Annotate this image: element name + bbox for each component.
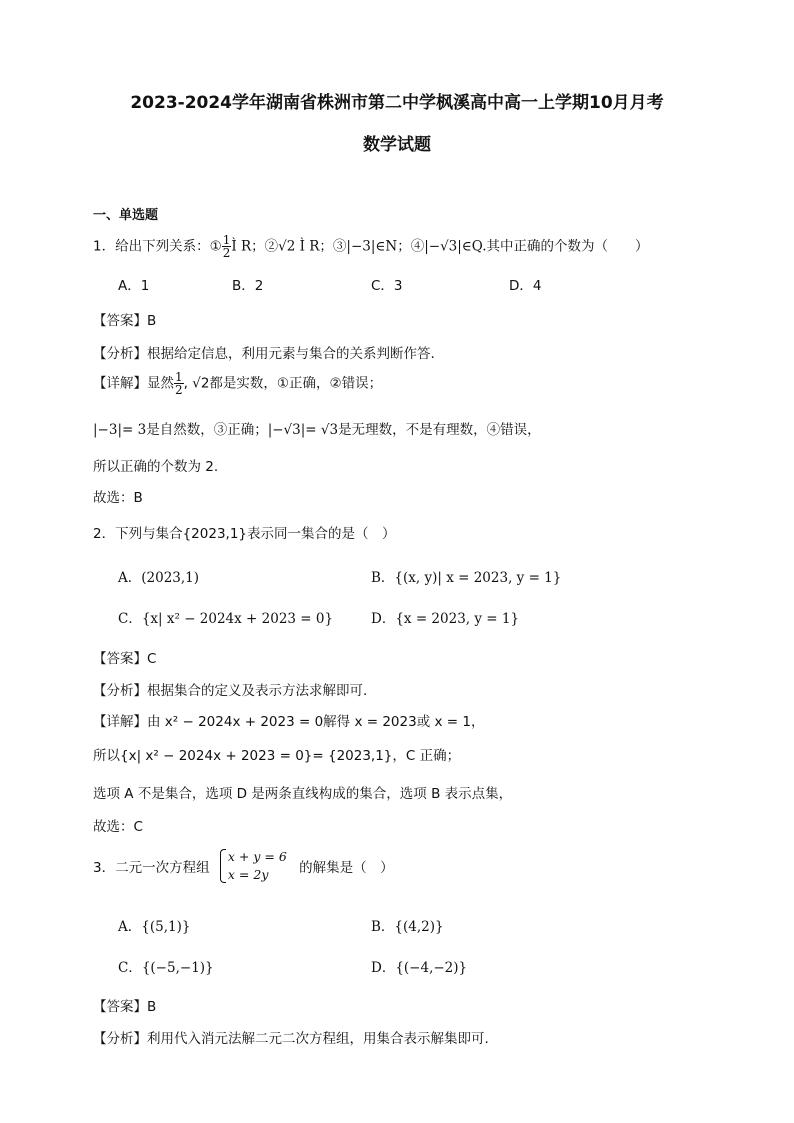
q3-equation-system: x + y = 6 x = 2y xyxy=(220,848,287,884)
paper-title-line2: 数学试题 xyxy=(363,135,431,155)
q2-option-b: B．{(x, y)| x = 2023, y = 1} xyxy=(371,570,562,586)
q2-detail: 【详解】由 x² − 2024x + 2023 = 0解得 x = 2023或 x = 1， xyxy=(93,714,485,730)
q2-answer: 【答案】C xyxy=(93,651,157,667)
q1-answer: 【答案】B xyxy=(93,313,157,329)
q1-analysis: 【分析】根据给定信息，利用元素与集合的关系判断作答. xyxy=(93,346,435,362)
q1-detail-line3: 所以正确的个数为 2. xyxy=(93,459,219,475)
q3-stem: 3．二元一次方程组 x + y = 6 x = 2y 的解集是（ ） xyxy=(93,849,394,882)
q3-option-c: C．{(−5,−1)} xyxy=(118,960,214,976)
q1-stem: 1．给出下列关系：① $\frac{1}{2}$ Ì R；②√2 Ì R；③|−3|∈N；④|−√3|∈Q.其中正确的个数为（ ） xyxy=(93,233,649,260)
q2-stem: 2．下列与集合{2023,1}表示同一集合的是（ ） xyxy=(93,526,396,542)
q1-option-a: A．1 xyxy=(118,278,150,294)
q1-option-c: C．3 xyxy=(371,278,403,294)
q3-analysis: 【分析】利用代入消元法解二元二次方程组，用集合表示解集即可. xyxy=(93,1031,489,1047)
q1-detail-line2: |−3|= 3是自然数，③正确；|−√3|= √3是无理数，不是有理数，④错误， xyxy=(93,422,541,438)
q2-option-c: C．{x| x² − 2024x + 2023 = 0} xyxy=(118,611,334,627)
q1-choice: 故选：B xyxy=(93,490,143,506)
q2-option-a: A．(2023,1) xyxy=(118,570,200,586)
q2-option-d: D．{x = 2023, y = 1} xyxy=(371,611,520,627)
q2-analysis: 【分析】根据集合的定义及表示方法求解即可. xyxy=(93,683,368,699)
q3-option-b: B．{(4,2)} xyxy=(371,919,444,935)
q1-detail: 【详解】显然 $\frac{1}{2}$ , √2都是实数，①正确，②错误； xyxy=(93,370,383,397)
section-heading: 一、单选题 xyxy=(93,208,159,223)
q2-choice: 故选：C xyxy=(93,819,143,835)
q3-answer: 【答案】B xyxy=(93,999,157,1015)
q3-option-d: D．{(−4,−2)} xyxy=(371,960,468,976)
q2-detail-line2: 所以{x| x² − 2024x + 2023 = 0}= {2023,1}，C 正确； xyxy=(93,748,461,764)
q3-option-a: A．{(5,1)} xyxy=(118,919,191,935)
q1-fraction: $\frac{1}{2}$ xyxy=(222,233,231,260)
q1-option-d: D．4 xyxy=(509,278,542,294)
q2-detail-line3: 选项 A 不是集合，选项 D 是两条直线构成的集合，选项 B 表示点集， xyxy=(93,786,513,802)
q1-option-b: B．2 xyxy=(232,278,264,294)
paper-title-line1: 2023-2024学年湖南省株洲市第二中学枫溪高中高一上学期10月月考 xyxy=(130,93,664,113)
